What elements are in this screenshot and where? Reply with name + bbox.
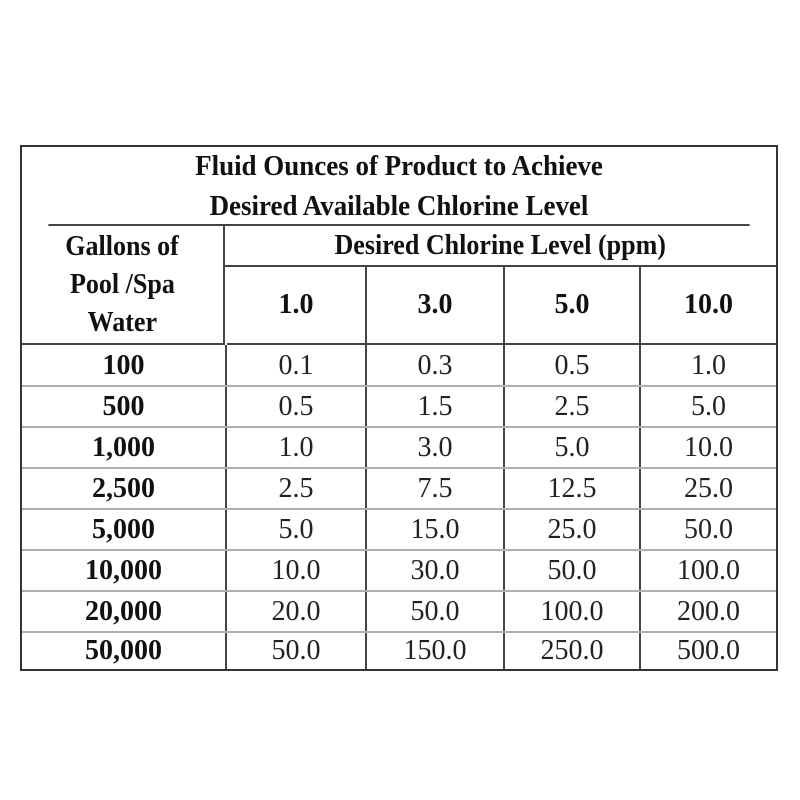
value-cell: 1.5 [417,390,453,422]
value-cell: 20.0 [271,595,321,627]
column-header-10ppm: 10.0 [641,267,776,345]
gallons-header-line-3: Water [87,306,158,338]
value-cell: 50.0 [410,595,460,627]
value-cell: 200.0 [677,595,740,627]
gallons-cell: 50,000 [85,634,162,666]
value-cell: 2.5 [278,472,314,504]
value-cell: 1.0 [278,431,314,463]
value-cell: 10.0 [271,554,321,586]
value-cell: 5.0 [278,513,314,545]
column-header-5ppm: 5.0 [505,267,639,345]
gallons-cell: 10,000 [85,554,162,586]
table-title [48,147,749,226]
value-cell: 5.0 [691,390,726,422]
table-title-line-2: Desired Available Chlorine Level [209,189,589,222]
value-cell: 2.5 [554,390,590,422]
gallons-cell: 2,500 [92,472,155,504]
gallons-header-line-2: Pool /Spa [70,268,175,300]
value-cell: 30.0 [410,554,460,586]
value-cell: 250.0 [540,634,604,666]
value-cell: 25.0 [547,513,597,545]
value-cell: 0.5 [554,349,590,381]
chlorine-dosage-table [20,145,778,671]
value-cell: 0.1 [278,349,314,381]
value-cell: 3.0 [417,431,453,463]
value-cell: 150.0 [403,634,467,666]
value-cell: 7.5 [417,472,453,504]
value-cell: 15.0 [410,513,460,545]
value-cell: 100.0 [677,554,740,586]
value-cell: 12.5 [547,472,597,504]
column-header-3ppm: 3.0 [367,267,503,345]
value-cell: 0.5 [278,390,314,422]
value-cell: 5.0 [554,431,590,463]
gallons-column-header [22,226,225,345]
gallons-cell: 20,000 [85,595,162,627]
gallons-header-line-1: Gallons of [65,230,180,262]
value-cell: 50.0 [547,554,597,586]
value-cell: 1.0 [691,349,726,381]
value-cell: 50.0 [271,634,321,666]
table-title-line-1: Fluid Ounces of Product to Achieve [195,149,603,182]
column-header-1ppm: 1.0 [227,267,365,345]
gallons-cell: 5,000 [92,513,155,545]
value-cell: 10.0 [684,431,733,463]
gallons-cell: 100 [102,349,145,381]
value-cell: 500.0 [677,634,740,666]
chlorine-level-group-header [225,226,776,267]
value-cell: 25.0 [684,472,733,504]
value-cell: 100.0 [540,595,604,627]
value-cell: 50.0 [684,513,733,545]
chlorine-level-group-label: Desired Chlorine Level (ppm) [334,229,667,261]
gallons-cell: 1,000 [92,431,155,463]
gallons-cell: 500 [102,390,145,422]
value-cell: 0.3 [417,349,453,381]
